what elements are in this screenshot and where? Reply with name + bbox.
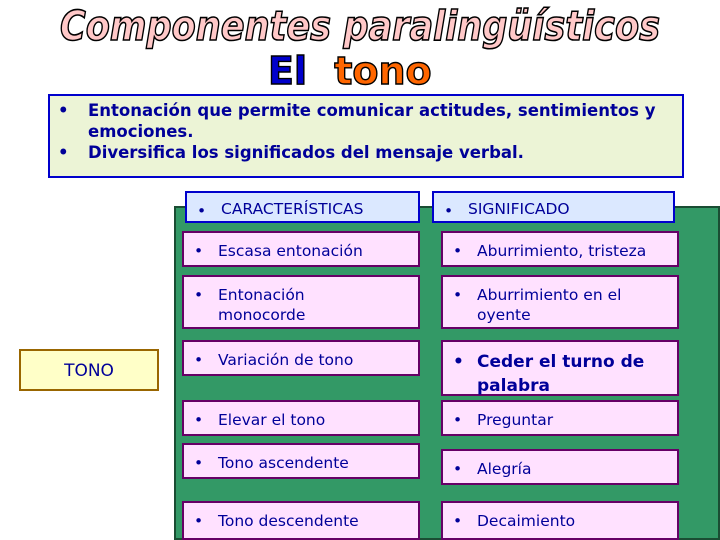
significado-cell: • Decaimiento xyxy=(441,501,679,540)
caracteristica-cell: • Tono ascendente xyxy=(182,443,420,479)
significado-cell: • Aburrimiento, tristeza xyxy=(441,231,679,267)
subtitle-tono: tono xyxy=(334,49,432,92)
caracteristica-cell: • Elevar el tono xyxy=(182,400,420,436)
caracteristica-cell: • Variación de tono xyxy=(182,340,420,376)
significado-cell: • Ceder el turno de palabra xyxy=(441,340,679,396)
caracteristica-cell: • Tono descendente xyxy=(182,501,420,540)
intro-box xyxy=(48,94,684,178)
page-title xyxy=(0,0,720,50)
svg-text:El tono xyxy=(268,49,432,92)
header-significado: • SIGNIFICADO xyxy=(432,191,675,223)
intro-bullet-2: • Diversifica los significados del mensaje verbal. xyxy=(58,142,672,163)
header-caracteristicas: • CARACTERÍSTICAS xyxy=(185,191,420,223)
significado-cell: • Aburrimiento en el oyente xyxy=(441,275,679,329)
intro-list xyxy=(58,100,672,163)
subtitle xyxy=(0,46,720,92)
subtitle-el: El xyxy=(268,49,307,92)
significado-cell: • Preguntar xyxy=(441,400,679,436)
caracteristica-cell: • Entonación monocorde xyxy=(182,275,420,329)
significado-cell: • Alegría xyxy=(441,449,679,485)
page-title-text: Componentes paralingüísticos xyxy=(60,2,660,50)
tono-label: TONO xyxy=(19,349,159,391)
intro-bullet-1: • Entonación que permite comunicar actitudes, sentimientos y emociones. xyxy=(58,100,672,142)
caracteristica-cell: • Escasa entonación xyxy=(182,231,420,267)
